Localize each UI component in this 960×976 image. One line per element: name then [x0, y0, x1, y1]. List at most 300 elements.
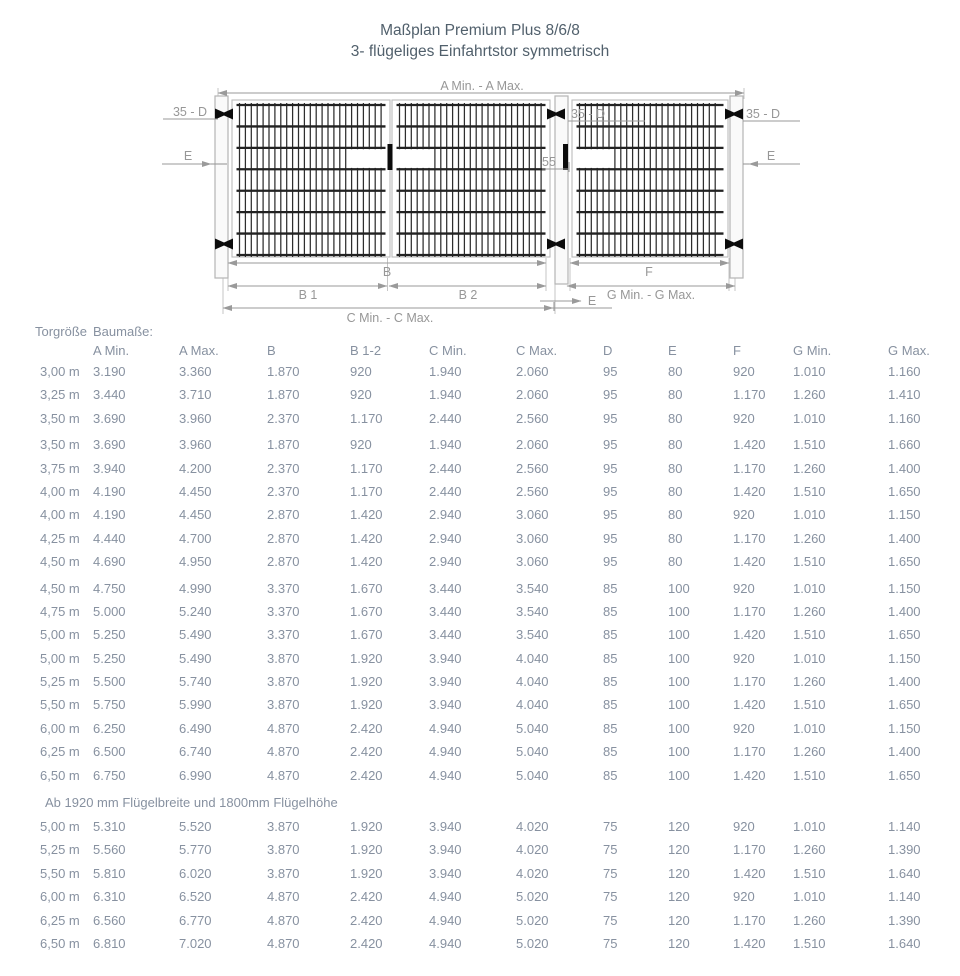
table-row	[35, 360, 958, 383]
table-cell: 2.420	[350, 720, 383, 736]
table-cell: 4.750	[93, 580, 126, 596]
table-cell: 100	[668, 580, 690, 596]
table-cell: 100	[668, 720, 690, 736]
table-cell: 4.950	[179, 554, 212, 570]
table-cell: 1.170	[733, 674, 766, 690]
table-cell: 5.740	[179, 674, 212, 690]
table-cell: 1.390	[888, 842, 921, 858]
table-cell: 1.400	[888, 674, 921, 690]
label-b2: B 2	[458, 288, 478, 302]
table-cell: 1.920	[350, 865, 383, 881]
table-cell: 6.770	[179, 912, 212, 928]
table-cell: 1.170	[350, 410, 383, 426]
label-b1: B 1	[298, 288, 318, 302]
table-cell: 120	[668, 819, 690, 835]
table-cell: 1.400	[888, 744, 921, 760]
label-a: A Min. - A Max.	[440, 79, 524, 93]
table-cell: 5,00 m	[40, 819, 80, 835]
table-cell: 2.060	[516, 437, 549, 453]
table-row	[35, 577, 958, 600]
table-cell: 1.640	[888, 935, 921, 951]
table-cell: 2.560	[516, 410, 549, 426]
table-cell: 100	[668, 697, 690, 713]
table-cell: 1.920	[350, 842, 383, 858]
table-cell: 3,50 m	[40, 437, 80, 453]
table-cell: 1.870	[267, 387, 300, 403]
table-cell: 80	[668, 364, 683, 379]
table-cell: 5.490	[179, 650, 212, 666]
gate-drawing-svg	[160, 78, 800, 326]
table-cell: 1.650	[888, 554, 921, 570]
table-cell: 1.420	[733, 697, 766, 713]
table-cell: 80	[668, 507, 683, 523]
table-cell: 1.260	[793, 603, 826, 619]
table-cell: 5.040	[516, 720, 549, 736]
table-cell: 5.020	[516, 935, 549, 951]
table-cell: 85	[603, 720, 618, 736]
table-cell: 4.690	[93, 554, 126, 570]
table-cell: 1.870	[267, 364, 300, 379]
table-cell: 4.940	[429, 744, 462, 760]
table-cell: 3.870	[267, 842, 300, 858]
table-cell: 3.190	[93, 364, 126, 379]
table-row	[35, 623, 958, 646]
table-cell: 6.310	[93, 889, 126, 905]
table-cell: 120	[668, 889, 690, 905]
table-cell: 2.440	[429, 460, 462, 476]
table-cell: 4.020	[516, 842, 549, 858]
table-cell: 2.560	[516, 483, 549, 499]
label-f: F	[645, 265, 653, 279]
column-header: A Min.	[93, 343, 130, 358]
table-cell: 120	[668, 865, 690, 881]
table-cell: 120	[668, 935, 690, 951]
table-cell: 5.020	[516, 912, 549, 928]
table-row	[35, 407, 958, 430]
table-cell: 3.940	[429, 674, 462, 690]
table-cell: 1.260	[793, 530, 826, 546]
table-cell: 75	[603, 842, 618, 858]
table-cell: 1.160	[888, 410, 921, 426]
table-cell: 1.010	[793, 889, 826, 905]
column-header: D	[603, 343, 613, 358]
table-cell: 80	[668, 554, 683, 570]
table-cell: 3.870	[267, 650, 300, 666]
table-cell: 95	[603, 460, 618, 476]
table-cell: 6.990	[179, 767, 212, 783]
table-cell: 4.940	[429, 935, 462, 951]
table-cell: 1.650	[888, 697, 921, 713]
table-cell: 5.000	[93, 603, 126, 619]
side-wing-latch-bar	[563, 144, 568, 170]
table-cell: 95	[603, 387, 618, 403]
table-cell: 80	[668, 437, 683, 453]
table-cell: 1.170	[733, 387, 766, 403]
table-cell: 5.500	[93, 674, 126, 690]
table-cell: 1.260	[793, 674, 826, 690]
table-cell: 2.870	[267, 507, 300, 523]
table-cell: 3.060	[516, 554, 549, 570]
table-cell: 3,00 m	[40, 364, 80, 379]
label-55: 55	[542, 155, 556, 169]
right-post	[730, 96, 743, 278]
table-cell: 920	[733, 650, 755, 666]
table-cell: 75	[603, 865, 618, 881]
table-cell: 4,75 m	[40, 603, 80, 619]
table-cell: 1.390	[888, 912, 921, 928]
label-g: G Min. - G Max.	[606, 288, 696, 302]
table-cell: 6,25 m	[40, 744, 80, 760]
label-d-mid: 35 - D	[570, 107, 606, 121]
label-d-right: 35 - D	[745, 107, 781, 121]
table-cell: 3.690	[93, 410, 126, 426]
table-cell: 75	[603, 912, 618, 928]
table-cell: 6.490	[179, 720, 212, 736]
table-cell: 920	[350, 437, 372, 453]
label-e-right: E	[766, 149, 776, 163]
table-cell: 1.420	[350, 507, 383, 523]
table-cell: 5,00 m	[40, 650, 80, 666]
table-cell: 1.400	[888, 603, 921, 619]
table-cell: 1.920	[350, 650, 383, 666]
table-cell: 4.870	[267, 744, 300, 760]
table-cell: 75	[603, 889, 618, 905]
table-cell: 1.420	[733, 483, 766, 499]
table-cell: 3,75 m	[40, 460, 80, 476]
table-cell: 5.310	[93, 819, 126, 835]
lock-recess	[350, 149, 384, 168]
table-cell: 3.940	[93, 460, 126, 476]
table-cell: 1.510	[793, 627, 826, 643]
table-cell: 3.940	[429, 842, 462, 858]
table-cell: 6,00 m	[40, 889, 80, 905]
table-cell: 3.690	[93, 437, 126, 453]
table-cell: 100	[668, 767, 690, 783]
table-cell: 1.010	[793, 650, 826, 666]
table-cell: 1.640	[888, 865, 921, 881]
table-cell: 1.870	[267, 437, 300, 453]
table-cell: 3.060	[516, 530, 549, 546]
table-cell: 1.010	[793, 410, 826, 426]
table-cell: 2.420	[350, 767, 383, 783]
table-cell: 1.150	[888, 720, 921, 736]
table-cell: 5.770	[179, 842, 212, 858]
table-cell: 6.500	[93, 744, 126, 760]
table-cell: 3.370	[267, 627, 300, 643]
table-row	[35, 838, 958, 861]
table-cell: 1.650	[888, 483, 921, 499]
table-cell: 5.520	[179, 819, 212, 835]
table-cell: 920	[733, 580, 755, 596]
table-cell: 3.960	[179, 437, 212, 453]
table-cell: 4.040	[516, 697, 549, 713]
table-row	[35, 717, 958, 740]
table-cell: 120	[668, 912, 690, 928]
table-cell: 1.940	[429, 437, 462, 453]
table-note: Ab 1920 mm Flügelbreite und 1800mm Flügelhöhe	[45, 795, 338, 811]
table-cell: 1.510	[793, 697, 826, 713]
table-cell: 4.020	[516, 819, 549, 835]
table-cell: 5.750	[93, 697, 126, 713]
table-cell: 3.870	[267, 697, 300, 713]
table-cell: 3.360	[179, 364, 212, 379]
table-cell: 95	[603, 530, 618, 546]
table-cell: 920	[733, 410, 755, 426]
table-cell: 5.250	[93, 627, 126, 643]
table-row	[35, 740, 958, 763]
table-cell: 5,50 m	[40, 865, 80, 881]
page-title	[0, 20, 960, 62]
table-cell: 100	[668, 627, 690, 643]
column-header: B	[267, 343, 276, 358]
table-cell: 75	[603, 819, 618, 835]
table-cell: 80	[668, 410, 683, 426]
title-line2: 3- flügeliges Einfahrtstor symmetrisch	[350, 43, 610, 60]
table-cell: 1.510	[793, 935, 826, 951]
table-cell: 1.420	[733, 627, 766, 643]
table-cell: 4.450	[179, 483, 212, 499]
table-cell: 2.940	[429, 554, 462, 570]
table-cell: 1.940	[429, 387, 462, 403]
column-header: C Min.	[429, 343, 467, 358]
table-cell: 5.040	[516, 767, 549, 783]
table-row	[35, 647, 958, 670]
table-cell: 1.420	[733, 554, 766, 570]
table-cell: 920	[733, 889, 755, 905]
table-cell: 95	[603, 364, 618, 379]
table-cell: 95	[603, 410, 618, 426]
table-cell: 85	[603, 650, 618, 666]
table-cell: 1.940	[429, 364, 462, 379]
table-row	[35, 862, 958, 885]
center-latch-bar	[388, 144, 393, 170]
table-cell: 2.370	[267, 410, 300, 426]
table-cell: 3.540	[516, 627, 549, 643]
table-cell: 100	[668, 744, 690, 760]
table-row	[35, 909, 958, 932]
table-cell: 1.170	[733, 912, 766, 928]
table-cell: 85	[603, 627, 618, 643]
table-cell: 1.010	[793, 507, 826, 523]
table-cell: 80	[668, 460, 683, 476]
label-c: C Min. - C Max.	[346, 311, 434, 325]
table-cell: 1.260	[793, 912, 826, 928]
table-cell: 2.060	[516, 364, 549, 379]
label-d-left: 35 - D	[172, 105, 208, 119]
table-cell: 85	[603, 697, 618, 713]
table-cell: 3.710	[179, 387, 212, 403]
table-row	[35, 503, 958, 526]
table-cell: 2.420	[350, 889, 383, 905]
table-cell: 6,50 m	[40, 935, 80, 951]
table-cell: 4,50 m	[40, 554, 80, 570]
table-cell: 4,25 m	[40, 530, 80, 546]
table-row	[35, 670, 958, 693]
table-cell: 3.940	[429, 697, 462, 713]
header-torgroesse: Torgröße	[35, 324, 88, 339]
table-row	[35, 383, 958, 406]
table-cell: 1.410	[888, 387, 921, 403]
table-cell: 1.400	[888, 530, 921, 546]
table-cell: 4.020	[516, 865, 549, 881]
table-cell: 1.420	[733, 767, 766, 783]
table-cell: 1.510	[793, 865, 826, 881]
table-cell: 5.810	[93, 865, 126, 881]
table-cell: 3.440	[429, 627, 462, 643]
table-cell: 5,00 m	[40, 627, 80, 643]
table-cell: 75	[603, 935, 618, 951]
table-cell: 1.150	[888, 507, 921, 523]
table-cell: 85	[603, 580, 618, 596]
table-cell: 4.940	[429, 912, 462, 928]
table-cell: 4,00 m	[40, 483, 80, 499]
dimension-table	[35, 323, 958, 955]
table-cell: 6.250	[93, 720, 126, 736]
table-cell: 4.940	[429, 720, 462, 736]
table-section-2	[35, 815, 958, 955]
table-cell: 80	[668, 530, 683, 546]
table-cell: 5,50 m	[40, 697, 80, 713]
table-row	[35, 457, 958, 480]
table-cell: 2.560	[516, 460, 549, 476]
label-e-left: E	[183, 149, 193, 163]
table-cell: 1.420	[733, 865, 766, 881]
table-cell: 3.870	[267, 819, 300, 835]
table-cell: 4.940	[429, 889, 462, 905]
lock-recess	[578, 149, 612, 168]
table-cell: 1.420	[350, 530, 383, 546]
table-row	[35, 527, 958, 550]
table-cell: 6.740	[179, 744, 212, 760]
table-cell: 3.540	[516, 580, 549, 596]
table-cell: 1.140	[888, 819, 921, 835]
header-spacer	[35, 341, 93, 360]
table-cell: 3.960	[179, 410, 212, 426]
table-cell: 1.670	[350, 603, 383, 619]
table-cell: 3.370	[267, 580, 300, 596]
table-cell: 1.170	[350, 483, 383, 499]
table-cell: 5.990	[179, 697, 212, 713]
table-cell: 100	[668, 603, 690, 619]
table-cell: 1.260	[793, 460, 826, 476]
table-cell: 2.370	[267, 483, 300, 499]
table-cell: 4.870	[267, 912, 300, 928]
table-cell: 2.420	[350, 912, 383, 928]
column-header: A Max.	[179, 343, 219, 358]
table-row	[35, 480, 958, 503]
title-line1: Maßplan Premium Plus 8/6/8	[380, 22, 580, 39]
column-header: E	[668, 343, 677, 358]
table-row	[35, 550, 958, 573]
table-cell: 920	[733, 364, 755, 379]
table-row	[35, 932, 958, 955]
table-cell: 5.560	[93, 842, 126, 858]
table-cell: 4.440	[93, 530, 126, 546]
table-cell: 6.020	[179, 865, 212, 881]
table-cell: 1.510	[793, 554, 826, 570]
table-cell: 1.170	[733, 530, 766, 546]
table-cell: 2.060	[516, 387, 549, 403]
table-cell: 4.200	[179, 460, 212, 476]
table-cell: 4.700	[179, 530, 212, 546]
table-cell: 3.870	[267, 674, 300, 690]
table-cell: 920	[733, 720, 755, 736]
table-cell: 4.040	[516, 650, 549, 666]
table-cell: 1.170	[350, 460, 383, 476]
table-cell: 100	[668, 674, 690, 690]
table-cell: 1.650	[888, 767, 921, 783]
table-cell: 5,25 m	[40, 842, 80, 858]
table-cell: 1.260	[793, 842, 826, 858]
table-cell: 3.440	[93, 387, 126, 403]
table-header-row-2	[35, 341, 958, 360]
table-cell: 1.150	[888, 650, 921, 666]
table-cell: 2.940	[429, 507, 462, 523]
table-cell: 3.440	[429, 580, 462, 596]
table-cell: 2.420	[350, 935, 383, 951]
table-cell: 85	[603, 674, 618, 690]
table-cell: 1.510	[793, 767, 826, 783]
table-cell: 1.920	[350, 674, 383, 690]
table-cell: 2.440	[429, 483, 462, 499]
table-cell: 80	[668, 483, 683, 499]
table-cell: 1.170	[733, 603, 766, 619]
table-cell: 6,50 m	[40, 767, 80, 783]
middle-post	[555, 96, 568, 284]
table-cell: 1.010	[793, 580, 826, 596]
table-cell: 5.250	[93, 650, 126, 666]
table-cell: 4.940	[429, 767, 462, 783]
table-row	[35, 433, 958, 456]
table-cell: 920	[733, 507, 755, 523]
column-header: G Max.	[888, 343, 930, 358]
table-row	[35, 600, 958, 623]
table-cell: 3.540	[516, 603, 549, 619]
table-cell: 2.940	[429, 530, 462, 546]
table-section-1	[35, 360, 958, 787]
table-cell: 2.420	[350, 744, 383, 760]
table-cell: 3.370	[267, 603, 300, 619]
table-cell: 1.420	[733, 437, 766, 453]
table-cell: 95	[603, 507, 618, 523]
table-cell: 3.870	[267, 865, 300, 881]
table-cell: 3,25 m	[40, 387, 80, 403]
table-cell: 5.240	[179, 603, 212, 619]
table-cell: 4.990	[179, 580, 212, 596]
table-cell: 4.870	[267, 767, 300, 783]
table-cell: 1.920	[350, 697, 383, 713]
table-cell: 3.940	[429, 865, 462, 881]
table-cell: 95	[603, 483, 618, 499]
table-cell: 3.940	[429, 650, 462, 666]
table-cell: 4,50 m	[40, 580, 80, 596]
table-cell: 920	[350, 364, 372, 379]
table-row	[35, 815, 958, 838]
label-e-bottom: E	[587, 294, 597, 308]
table-cell: 1.010	[793, 720, 826, 736]
table-cell: 1.170	[733, 842, 766, 858]
table-cell: 1.010	[793, 364, 826, 379]
table-cell: 1.400	[888, 460, 921, 476]
table-cell: 5,25 m	[40, 674, 80, 690]
table-cell: 1.170	[733, 460, 766, 476]
table-cell: 85	[603, 767, 618, 783]
table-cell: 2.870	[267, 530, 300, 546]
table-cell: 6.750	[93, 767, 126, 783]
table-cell: 1.510	[793, 437, 826, 453]
table-cell: 5.020	[516, 889, 549, 905]
table-cell: 4.190	[93, 483, 126, 499]
